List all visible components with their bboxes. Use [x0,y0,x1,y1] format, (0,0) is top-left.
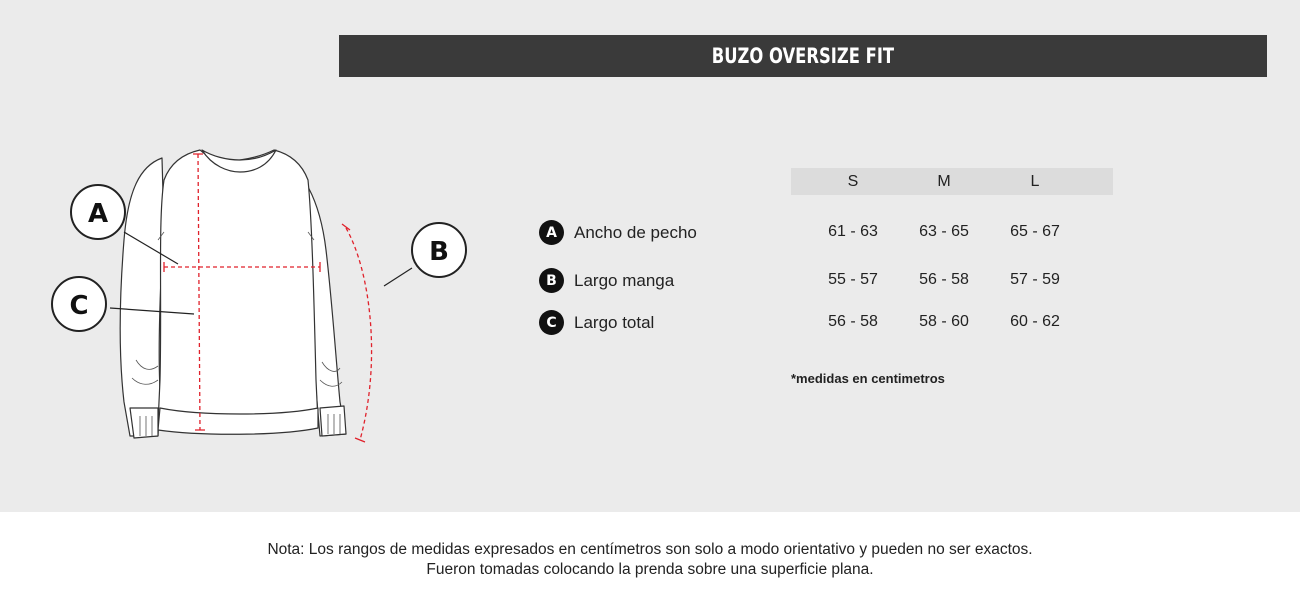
callout-c-letter: C [69,291,89,321]
size-l-header: L [1030,173,1040,190]
cell-total-l: 60 - 62 [1010,313,1060,330]
measurement-unit-footnote: *medidas en centimetros [791,371,945,386]
disclaimer-note [0,540,1300,580]
note-line-2: Fueron tomadas colocando la prenda sobre una superficie plana. [426,561,874,578]
badge-c: C [539,310,564,335]
badge-a: A [539,220,564,245]
row-label-text: Ancho de pecho [574,222,697,242]
cell-total-s: 56 - 58 [828,313,878,330]
title-bar [339,35,1267,77]
page-title: BUZO OVERSIZE FIT [711,44,895,68]
row-label-text: Largo manga [574,270,675,290]
size-s-header: S [847,173,859,190]
badge-b: B [539,268,564,293]
row-label-chest [539,220,697,245]
size-header-row [791,168,1113,195]
size-m-header: M [937,173,951,190]
sweater-illustration [40,140,480,450]
row-label-total [539,310,654,335]
cell-total-m: 58 - 60 [919,313,969,330]
sweater-body [158,150,318,430]
cell-chest-l: 65 - 67 [1010,223,1060,240]
row-label-text: Largo total [574,312,655,332]
left-cuff [130,408,158,438]
right-cuff [320,406,346,436]
cell-sleeve-l: 57 - 59 [1010,271,1060,288]
cell-chest-s: 61 - 63 [828,223,878,240]
note-line-1: Nota: Los rangos de medidas expresados en centímetros son solo a modo orientativo y pueden no ser exactos. [267,541,1033,558]
cell-sleeve-s: 55 - 57 [828,271,878,288]
left-sleeve [120,158,164,436]
callout-a-letter: A [87,199,109,229]
callout-b-letter: B [429,237,449,267]
cell-sleeve-m: 56 - 58 [919,271,969,288]
measure-line-sleeve [346,228,372,440]
row-label-sleeve [539,268,674,293]
cell-chest-m: 63 - 65 [919,223,969,240]
sweater-diagram [40,140,480,450]
